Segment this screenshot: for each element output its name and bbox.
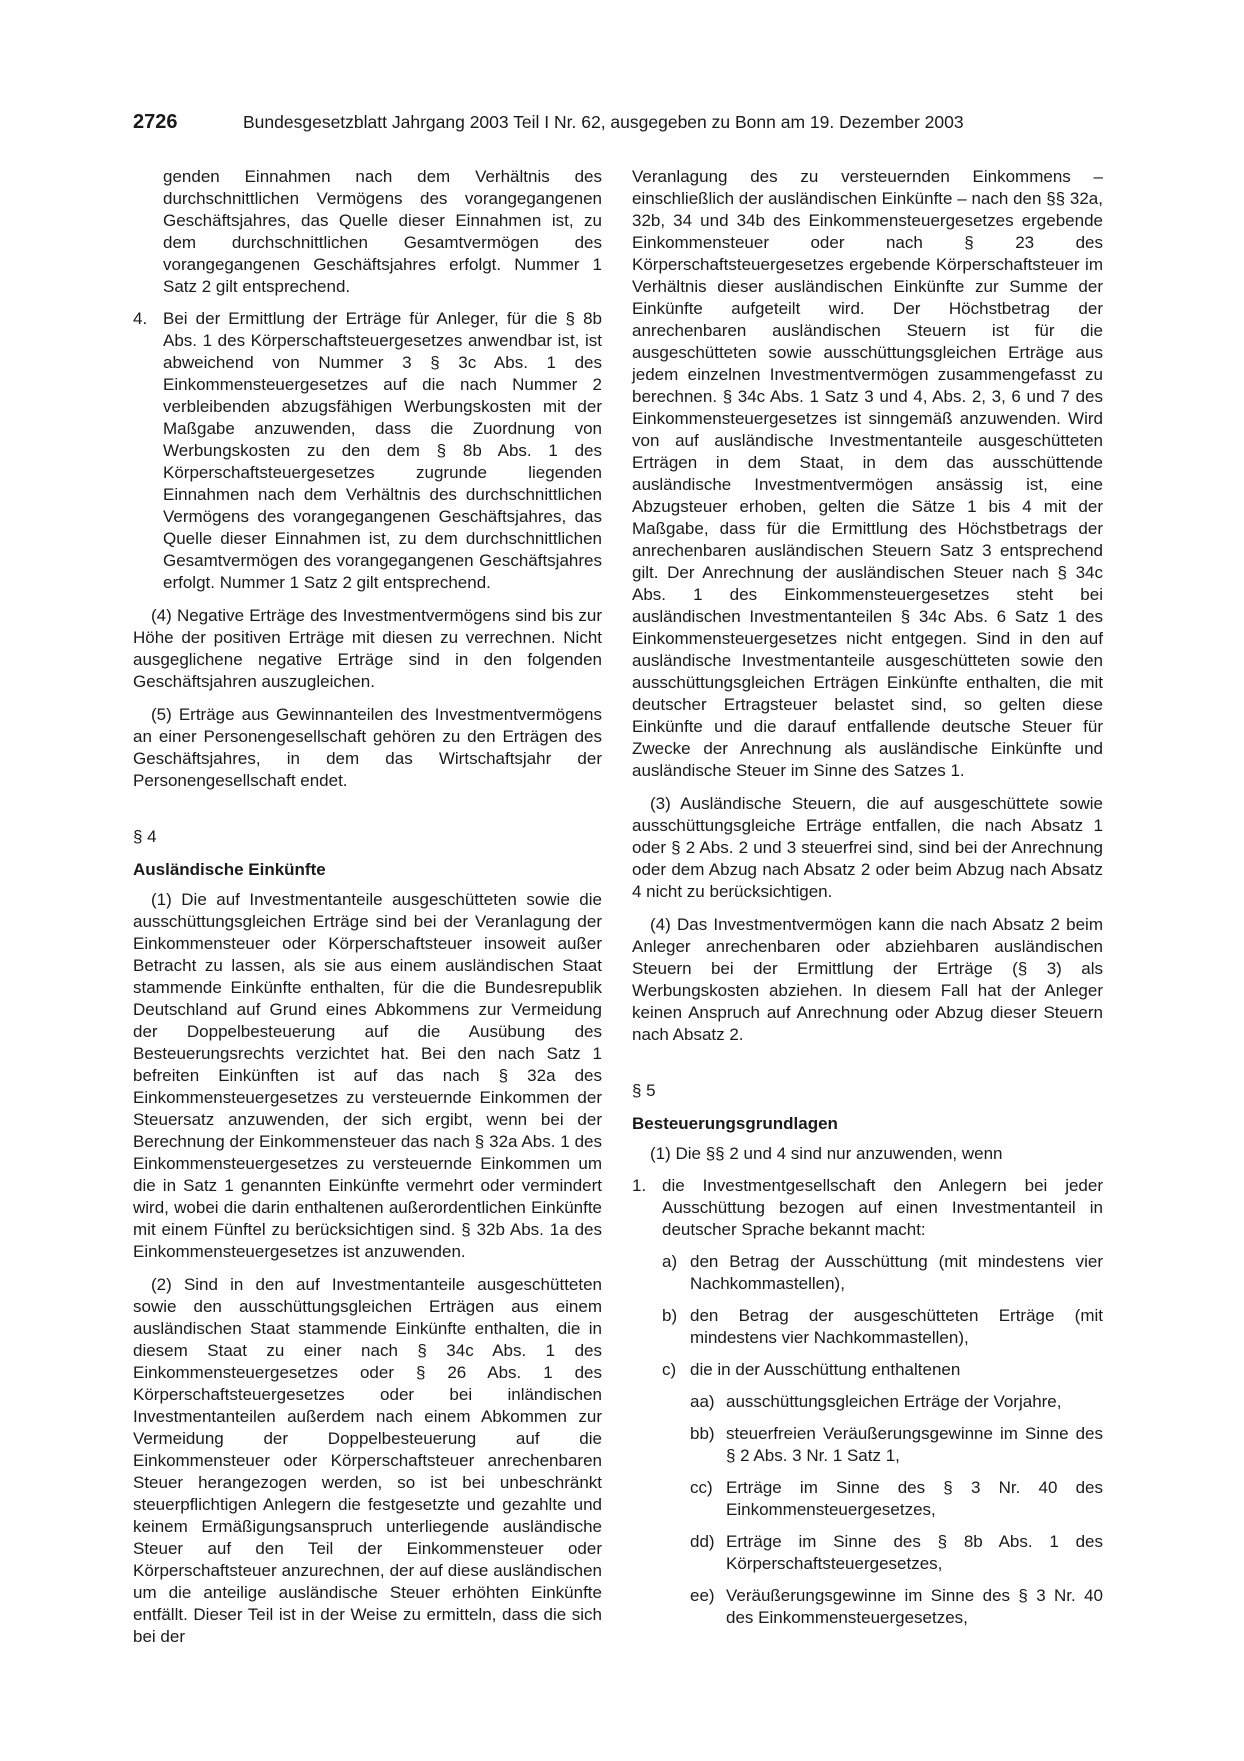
list-item-dd <box>690 1531 1103 1575</box>
list-text: Erträge im Sinne des § 8b Abs. 1 des Körperschaftsteuergesetzes, <box>726 1532 1103 1573</box>
list-text: Veräußerungsgewinne im Sinne des § 3 Nr. 40 des Einkommensteuergesetzes, <box>726 1586 1103 1627</box>
list-label: bb) <box>690 1424 715 1443</box>
list-item-ee <box>690 1585 1103 1629</box>
list-label: b) <box>662 1306 678 1325</box>
list-label: dd) <box>690 1532 715 1551</box>
section-5-title: Besteuerungsgrundlagen <box>632 1114 838 1133</box>
item3-continuation: genden Einnahmen nach dem Verhältnis des durchschnittlichen Vermögens des vorangegangenen Geschäftsjahres, das Quelle dieser Einnahmen ist, zu dem durchschnittlichen Gesamtvermögen des vorangegangenen Geschäftsjahres erfolgt. Nummer 1 Satz 2 gilt entsprechend. <box>163 167 602 296</box>
paragraph-5: (5) Erträge aus Gewinnanteilen des Investmentvermögens an einer Personengesellschaft gehören zu den Erträgen des Geschäftsjahres, in dem das Wirtschaftsjahr der Personengesellschaft endet. <box>133 705 602 790</box>
list-text: Erträge im Sinne des § 3 Nr. 40 des Einkommensteuergesetzes, <box>726 1478 1103 1519</box>
list-text: die Investmentgesellschaft den Anlegern bei jeder Ausschüttung bezogen auf einen Investmentanteil in deutscher Sprache bekannt macht: <box>662 1176 1103 1239</box>
list-text: den Betrag der ausgeschütteten Erträge (mit mindestens vier Nachkommastellen), <box>690 1306 1103 1347</box>
list-label: cc) <box>690 1478 713 1497</box>
list-item-b <box>662 1305 1103 1349</box>
list-item-1 <box>632 1175 1103 1241</box>
left-column <box>133 166 602 1648</box>
list-label: 4. <box>133 309 148 328</box>
section-5-number: § 5 <box>632 1081 656 1100</box>
section-4-paragraph-2: (2) Sind in den auf Investmentanteile ausgeschütteten sowie den ausschüttungsgleichen Erträgen aus einem ausländischen Staat stammende Einkünfte enthalten, die in diesem Staat zu einer nach § 34c Abs. 1 des Einkommensteuergesetzes oder § 26 Abs. 1 des Körperschaftsteuergesetzes oder bei inländischen Investmentanteilen außerdem nach einem Abkommen zur Vermeidung der Doppelbesteuerung auf die Einkommensteuer oder Körperschaftsteuer anrechenbaren Steuer herangezogen werden, so ist bei unbeschränkt steuerpflichtigen Anlegern die festgesetzte und gezahlte und keinem Ermäßigungsanspruch unterliegende ausländische Steuer auf den Teil der Einkommensteuer oder Körperschaftsteuer anzurechnen, der auf diese ausländischen um die anteilige ausländische Steuer erhöhten Einkünfte entfällt. Dieser Teil ist in der Weise zu ermitteln, dass die sich bei der <box>133 1275 602 1646</box>
list-label: a) <box>662 1252 678 1271</box>
page-number: 2726 <box>133 111 178 133</box>
list-item-cc <box>690 1477 1103 1521</box>
list-item-4 <box>133 308 602 594</box>
list-text: den Betrag der Ausschüttung (mit mindestens vier Nachkommastellen), <box>690 1252 1103 1293</box>
section-4-paragraph-1: (1) Die auf Investmentanteile ausgeschütteten sowie die ausschüttungsgleichen Erträge sind bei der Veranlagung der Einkommensteuer oder Körperschaftsteuer insoweit außer Betracht zu lassen, als sie aus einem ausländischen Staat stammende Einkünfte enthalten, für die die Bundesrepublik Deutschland auf Grund eines Abkommens zur Vermeidung der Doppelbesteuerung auf die Ausübung des Besteuerungsrechts verzichtet hat. Bei den nach Satz 1 befreiten Einkünften ist auf das nach § 32a des Einkommensteuergesetzes zu versteuernde Einkommen der Steuersatz anzuwenden, der sich ergibt, wenn bei der Berechnung der Einkommensteuer das nach § 32a Abs. 1 des Einkommensteuergesetzes zu versteuernde Einkommen um die in Satz 1 genannten Einkünfte vermehrt oder vermindert wird, wobei die darin enthaltenen außerordentlichen Einkünfte mit einem Fünftel zu berücksichtigen sind. § 32b Abs. 1a des Einkommensteuergesetzes ist anzuwenden. <box>133 890 602 1261</box>
list-text: die in der Ausschüttung enthaltenen <box>690 1360 961 1379</box>
list-item-c <box>662 1359 1103 1381</box>
list-label: aa) <box>690 1392 715 1411</box>
list-label: 1. <box>632 1176 647 1195</box>
list-item-bb <box>690 1423 1103 1467</box>
list-item-aa <box>690 1391 1103 1413</box>
list-label: ee) <box>690 1586 715 1605</box>
page-header <box>133 111 1113 139</box>
section-4-paragraph-4: (4) Das Investmentvermögen kann die nach Absatz 2 beim Anleger anrechenbaren oder abziehbaren ausländischen Steuern bei der Ermittlung der Erträge (§ 3) als Werbungskosten abziehen. In diesem Fall hat der Anleger keinen Anspruch auf Anrechnung oder Abzug dieser Steuern nach Absatz 2. <box>632 915 1103 1044</box>
section-4-paragraph-2-continuation: Veranlagung des zu versteuernden Einkommens – einschließlich der ausländischen Einkünfte – nach den §§ 32a, 32b, 34 und 34b des Einkommensteuergesetzes ergebende Einkommensteuer oder nach § 23 des Körperschaftsteuergesetzes ergebende Körperschaftsteuer im Verhältnis dieser ausländischen Einkünfte zur Summe der Einkünfte aufgeteilt wird. Der Höchstbetrag der anrechenbaren ausländischen Steuern ist für die ausgeschütteten sowie ausschüttungsgleichen Erträge aus jedem einzelnen Investmentvermögen zusammengefasst zu berechnen. § 34c Abs. 1 Satz 3 und 4, Abs. 2, 3, 6 und 7 des Einkommensteuergesetzes ist sinngemäß anzuwenden. Wird von auf ausländische Investmentanteile ausgeschütteten Erträgen in dem Staat, in dem das ausschüttende ausländische Investmentvermögen ansässig ist, eine Abzugsteuer erhoben, gelten die Sätze 1 bis 4 mit der Maßgabe, dass für die Ermittlung des Höchstbetrags der anrechenbaren ausländischen Steuern Satz 3 entsprechend gilt. Der Anrechnung der ausländischen Steuer nach § 34c Abs. 1 des Einkommensteuergesetzes steht bei ausländischen Investmentanteilen § 34c Abs. 6 Satz 1 des Einkommensteuergesetzes nicht entgegen. Sind in den auf ausländische Investmentanteile ausgeschütteten sowie den ausschüttungsgleichen Erträgen Einkünfte enthalten, die mit deutscher Ertragsteuer belastet sind, so gelten diese Einkünfte und die darauf entfallende deutsche Steuer für Zwecke der Anrechnung als ausländische Einkünfte und ausländische Steuer im Sinne des Satzes 1. <box>632 167 1103 780</box>
list-text: steuerfreien Veräußerungsgewinne im Sinne des § 2 Abs. 3 Nr. 1 Satz 1, <box>726 1424 1103 1465</box>
section-4-paragraph-3: (3) Ausländische Steuern, die auf ausgeschüttete sowie ausschüttungsgleiche Erträge entfallen, die nach Absatz 1 oder § 2 Abs. 2 und 3 steuerfrei sind, sind bei der Anrechnung oder dem Abzug nach Absatz 2 oder beim Abzug nach Absatz 4 nicht zu berücksichtigen. <box>632 794 1103 901</box>
right-column <box>632 166 1103 1629</box>
list-text: Bei der Ermittlung der Erträge für Anleger, für die § 8b Abs. 1 des Körperschaftsteuergesetzes anwendbar ist, ist abweichend von Nummer 3 § 3c Abs. 1 des Einkommensteuergesetzes auf die nach Nummer 2 verbleibenden abzugsfähigen Werbungskosten mit der Maßgabe anzuwenden, dass die Zuordnung von Werbungskosten zu den dem § 8b Abs. 1 des Körperschaftsteuergesetzes zugrunde liegenden Einnahmen nach dem Verhältnis des durchschnittlichen Vermögens des vorangegangenen Geschäftsjahres, das Quelle dieser Einnahmen ist, zu dem durchschnittlichen Gesamtvermögen des vorangegangenen Geschäftsjahres erfolgt. Nummer 1 Satz 2 gilt entsprechend. <box>163 309 602 592</box>
paragraph-4: (4) Negative Erträge des Investmentvermögens sind bis zur Höhe der positiven Erträge mit diesen zu verrechnen. Nicht ausgeglichene negative Erträge sind in den folgenden Geschäftsjahren auszugleichen. <box>133 606 602 691</box>
list-label: c) <box>662 1360 677 1379</box>
list-item-a <box>662 1251 1103 1295</box>
list-text: ausschüttungsgleichen Erträge der Vorjahre, <box>726 1392 1062 1411</box>
section-5-paragraph-1: (1) Die §§ 2 und 4 sind nur anzuwenden, wenn <box>650 1144 1003 1163</box>
section-4-number: § 4 <box>133 827 157 846</box>
gazette-title: Bundesgesetzblatt Jahrgang 2003 Teil I Nr. 62, ausgegeben zu Bonn am 19. Dezember 2003 <box>243 112 964 132</box>
section-4-title: Ausländische Einkünfte <box>133 860 326 879</box>
